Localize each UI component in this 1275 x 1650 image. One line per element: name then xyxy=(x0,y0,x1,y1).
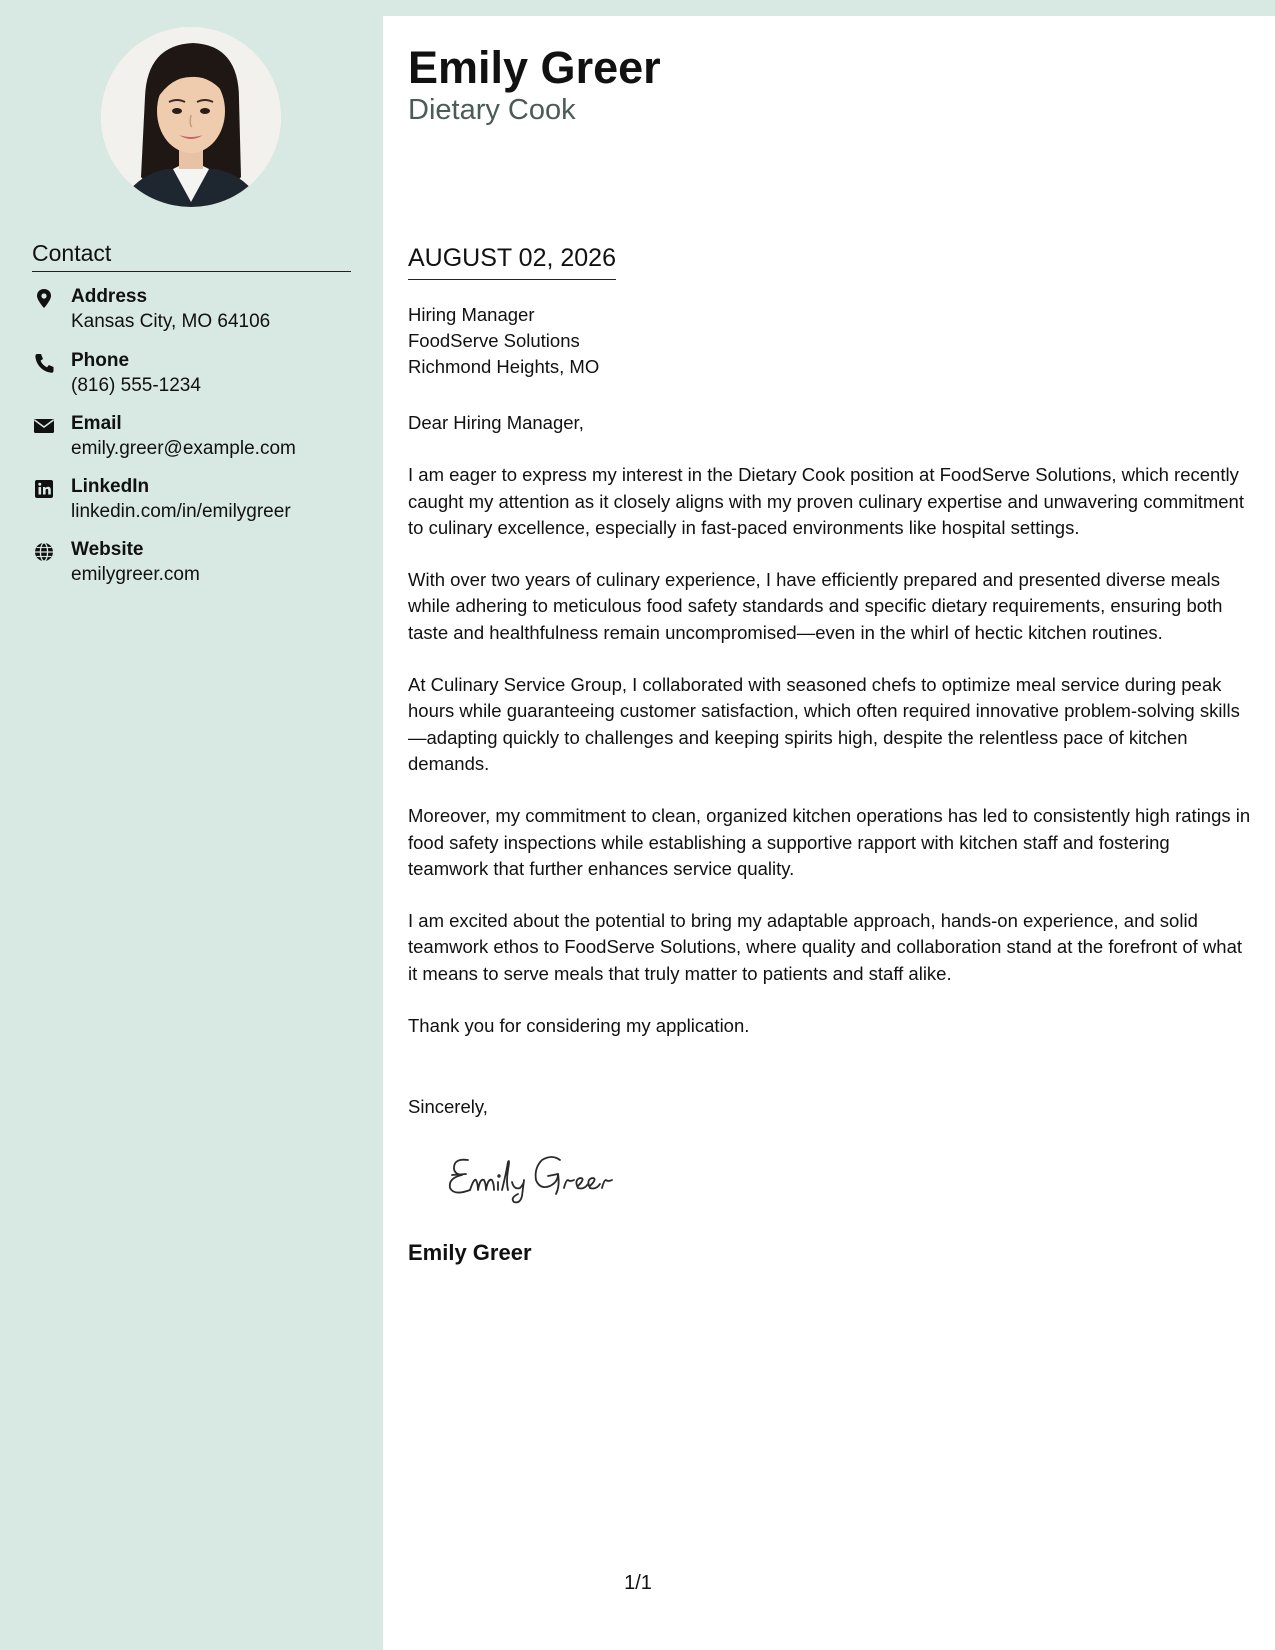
contact-label: Email xyxy=(71,413,122,434)
contact-label: LinkedIn xyxy=(71,476,150,497)
linkedin-icon xyxy=(32,478,56,500)
profile-photo xyxy=(101,27,281,207)
contact-heading: Contact xyxy=(32,240,351,272)
applicant-name: Emily Greer xyxy=(408,42,661,93)
letter-paragraph: I am excited about the potential to bring my adaptable approach, hands-on experience, and solid teamwork ethos to FoodServe Solutions, where quality and collaboration stand at the forefront of what it means to serve meals that truly matter to patients and staff alike. xyxy=(408,910,1243,984)
top-accent-strip xyxy=(0,0,1275,16)
letter-paragraph: I am eager to express my interest in the Dietary Cook position at FoodServe Solutions, which recently caught my attention as it closely aligns with my proven culinary expertise and unwavering commitment to culinary excellence, especially in fast-paced environments like hospital settings. xyxy=(408,464,1244,538)
globe-icon xyxy=(32,541,56,563)
recipient-company: FoodServe Solutions xyxy=(408,330,580,351)
recipient-location: Richmond Heights, MO xyxy=(408,356,600,377)
phone-icon xyxy=(32,352,56,374)
contact-value: (816) 555-1234 xyxy=(71,375,201,396)
recipient-title: Hiring Manager xyxy=(408,304,535,325)
contact-label: Address xyxy=(71,286,148,307)
letter-paragraph: At Culinary Service Group, I collaborated with seasoned chefs to optimize meal service during peak hours while guaranteeing customer satisfaction, which often required innovative problem-solving skills—adapting quickly to challenges and keeping spirits high, despite the relentless pace of kitchen demands. xyxy=(408,674,1240,774)
letter-body xyxy=(408,410,1253,1065)
letter-paragraph: Thank you for considering my application. xyxy=(408,1015,750,1037)
contact-value: Kansas City, MO 64106 xyxy=(71,311,271,332)
contact-value[interactable]: emily.greer@example.com xyxy=(71,438,296,459)
letter-paragraph: Moreover, my commitment to clean, organized kitchen operations has led to consistently high ratings in food safety inspections while establishing a supportive rapport with kitchen staff and fostering teamwork that further enhances service quality. xyxy=(408,805,1251,879)
signer-name: Emily Greer xyxy=(408,1240,532,1265)
recipient-block xyxy=(408,302,599,380)
applicant-role: Dietary Cook xyxy=(408,94,576,126)
closing: Sincerely, xyxy=(408,1096,488,1117)
handwritten-signature xyxy=(440,1138,660,1208)
map-pin-icon xyxy=(32,288,56,310)
envelope-icon xyxy=(32,415,56,437)
salutation: Dear Hiring Manager, xyxy=(408,412,584,433)
contact-label: Phone xyxy=(71,350,130,371)
letter-date: AUGUST 02, 2026 xyxy=(408,244,616,280)
letter-paragraph: With over two years of culinary experience, I have efficiently prepared and presented diverse meals while adhering to meticulous food safety standards and specific dietary requirements, ensuring both taste and healthfulness remain uncompromised—even in the whirl of hectic kitchen routines. xyxy=(408,569,1223,643)
contact-value[interactable]: linkedin.com/in/emilygreer xyxy=(71,501,291,522)
page-number: 1/1 xyxy=(624,1572,652,1594)
contact-label: Website xyxy=(71,539,144,560)
contact-value[interactable]: emilygreer.com xyxy=(71,564,200,585)
